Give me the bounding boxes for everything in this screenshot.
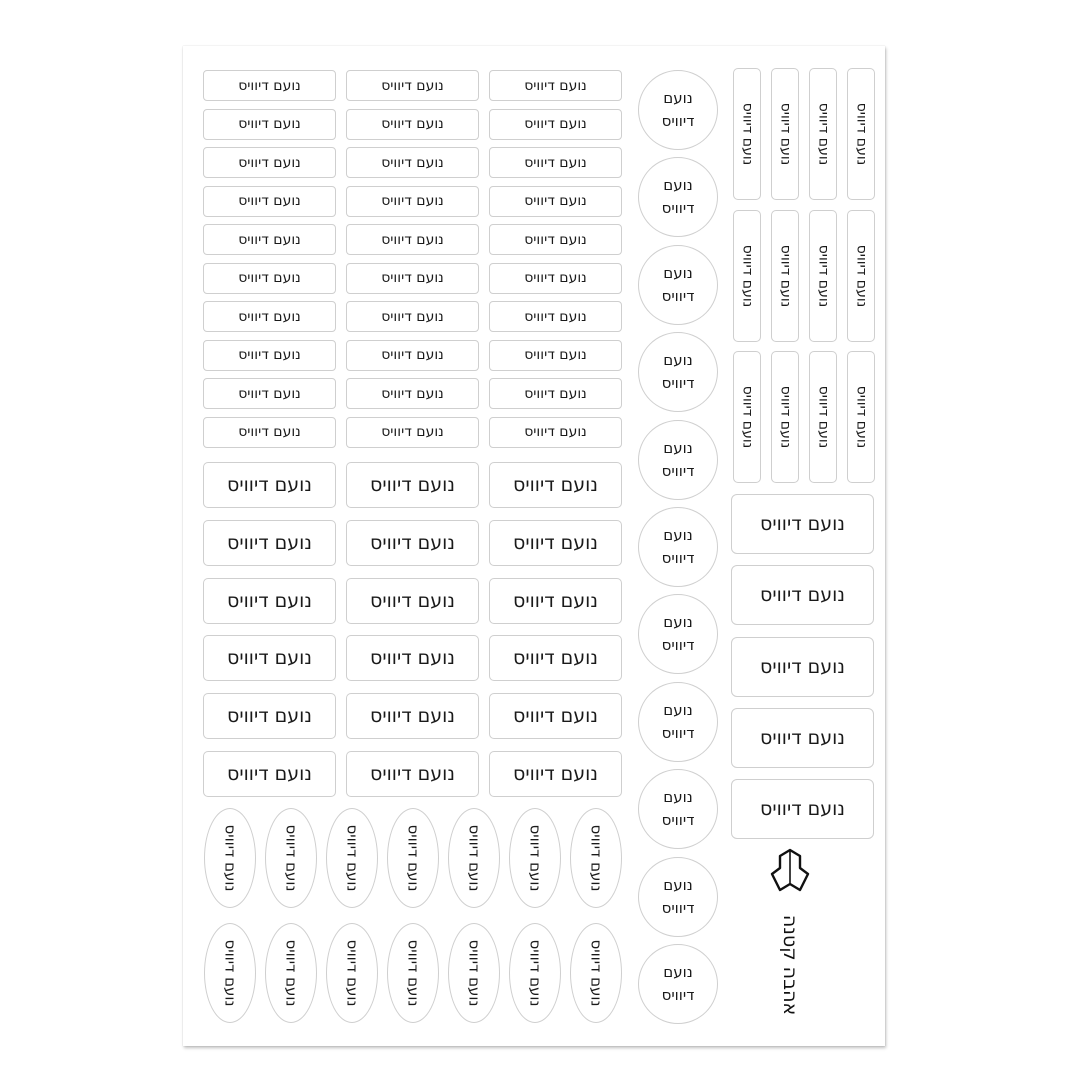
sticker-text: נועם — [663, 89, 693, 107]
sticker-text: נועם דיוויס — [238, 424, 301, 440]
small-rect-sticker — [489, 147, 622, 178]
medium-rect-sticker — [203, 578, 336, 624]
sticker-text: נועם דיוויס — [381, 385, 444, 402]
sticker-text: נועם דיוויס — [370, 705, 455, 728]
small-rect-sticker — [203, 147, 336, 178]
circle-sticker — [638, 594, 718, 674]
medium-rect-sticker — [489, 520, 622, 566]
sticker-text: נועם דיוויס — [381, 116, 444, 132]
sticker-text: נועם דיוויס — [524, 424, 587, 440]
vertical-rect-sticker — [847, 351, 875, 483]
sticker-text: נועם דיוויס — [221, 939, 240, 1007]
brand-logo — [760, 846, 820, 1022]
sticker-text: נועם דיוויס — [238, 193, 301, 209]
sticker-text: נועם דיוויס — [524, 77, 587, 94]
sticker-text: נועם דיוויס — [587, 939, 606, 1007]
sticker-text: נועם — [663, 963, 693, 981]
vertical-rect-sticker — [733, 210, 761, 342]
sticker-text: נועם דיוויס — [777, 385, 794, 449]
sticker-text: נועם דיוויס — [760, 726, 845, 749]
sticker-text: נועם — [663, 263, 693, 282]
vertical-rect-sticker — [847, 68, 875, 200]
medium-rect-sticker — [203, 693, 336, 739]
sticker-text: נועם דיוויס — [739, 244, 756, 308]
oval-sticker — [509, 808, 561, 908]
sticker-text: דיוויס — [661, 986, 695, 1004]
sticker-text: דיוויס — [661, 636, 695, 655]
medium-rect-sticker — [346, 462, 479, 508]
circle-sticker — [638, 857, 718, 937]
sticker-text: נועם דיוויס — [227, 647, 312, 670]
oval-sticker — [570, 923, 622, 1023]
sticker-text: נועם דיוויס — [513, 474, 598, 496]
circle-sticker — [638, 245, 718, 325]
small-rect-sticker — [346, 263, 479, 294]
vertical-rect-sticker — [847, 210, 875, 342]
sticker-text: דיוויס — [661, 199, 695, 218]
sticker-text: נועם דיוויס — [370, 531, 455, 554]
sticker-text: נועם דיוויס — [227, 589, 312, 612]
sticker-text: נועם דיוויס — [465, 824, 484, 892]
sticker-text: נועם דיוויס — [381, 308, 444, 325]
small-rect-sticker — [489, 109, 622, 140]
small-rect-sticker — [203, 70, 336, 101]
sticker-text: נועם דיוויס — [381, 231, 444, 248]
small-rect-sticker — [203, 263, 336, 294]
vertical-rect-sticker — [771, 68, 799, 200]
sticker-text: דיוויס — [661, 898, 695, 917]
sticker-text: נועם — [663, 700, 693, 719]
sticker-text: נועם דיוויס — [513, 531, 598, 554]
sticker-text: דיוויס — [661, 461, 695, 480]
medium-rect-sticker — [203, 635, 336, 681]
oval-sticker — [204, 808, 256, 908]
small-rect-sticker — [203, 301, 336, 332]
sticker-text: נועם דיוויס — [760, 798, 845, 821]
sticker-text: נועם — [663, 526, 693, 544]
small-rect-sticker — [203, 186, 336, 217]
sticker-text: נועם — [663, 176, 693, 195]
sticker-text: נועם — [663, 613, 693, 632]
medium-rect-sticker — [346, 578, 479, 624]
sticker-text: נועם דיוויס — [282, 939, 301, 1007]
small-rect-sticker — [489, 186, 622, 217]
sticker-text: נועם דיוויס — [238, 347, 301, 363]
medium-rect-sticker — [346, 693, 479, 739]
oval-sticker — [448, 923, 500, 1023]
oval-sticker — [265, 923, 317, 1023]
sticker-text: נועם דיוויס — [370, 474, 455, 496]
sticker-text: נועם דיוויס — [381, 193, 444, 209]
sticker-text: נועם דיוויס — [524, 270, 587, 286]
sticker-text: נועם דיוויס — [381, 424, 444, 440]
oval-sticker — [326, 923, 378, 1023]
sticker-text: נועם דיוויס — [760, 655, 845, 678]
sticker-text: נועם דיוויס — [381, 77, 444, 94]
sticker-text: נועם דיוויס — [238, 154, 301, 171]
small-rect-sticker — [489, 378, 622, 409]
sticker-text: נועם דיוויס — [760, 584, 845, 607]
circle-sticker — [638, 420, 718, 500]
oval-sticker — [509, 923, 561, 1023]
small-rect-sticker — [346, 340, 479, 371]
sticker-text: נועם דיוויס — [238, 231, 301, 248]
medium-rect-sticker — [346, 635, 479, 681]
sticker-text: נועם דיוויס — [370, 763, 455, 785]
sticker-text: נועם דיוויס — [343, 824, 362, 892]
circle-sticker — [638, 157, 718, 237]
small-rect-sticker — [489, 70, 622, 101]
sticker-text: נועם דיוויס — [526, 824, 545, 892]
circle-sticker — [638, 507, 718, 587]
sticker-text: נועם — [663, 788, 693, 807]
sticker-text: נועם דיוויס — [381, 347, 444, 363]
sticker-text: דיוויס — [661, 549, 695, 567]
oval-sticker — [204, 923, 256, 1023]
medium-rect-sticker — [346, 751, 479, 797]
medium-rect-sticker — [203, 520, 336, 566]
sticker-text: נועם דיוויס — [853, 244, 870, 308]
sticker-text: דיוויס — [661, 374, 695, 393]
sticker-text: נועם דיוויס — [524, 116, 587, 132]
sticker-text: נועם דיוויס — [524, 308, 587, 325]
sticker-text: נועם דיוויס — [587, 824, 606, 892]
vertical-rect-sticker — [809, 210, 837, 342]
medium-rect-sticker — [346, 520, 479, 566]
circle-sticker — [638, 70, 718, 150]
sticker-text: נועם דיוויס — [815, 102, 832, 166]
vertical-rect-sticker — [809, 351, 837, 483]
sticker-text: נועם דיוויס — [404, 939, 423, 1007]
sticker-text: נועם דיוויס — [381, 154, 444, 171]
sticker-text: נועם דיוויס — [815, 244, 832, 308]
small-rect-sticker — [346, 224, 479, 255]
sticker-text: דיוויס — [661, 723, 695, 742]
small-rect-sticker — [346, 186, 479, 217]
circle-sticker — [638, 944, 718, 1024]
sticker-text: נועם דיוויס — [777, 102, 794, 166]
oval-sticker — [570, 808, 622, 908]
large-rect-sticker — [731, 708, 874, 768]
vertical-rect-sticker — [733, 351, 761, 483]
small-rect-sticker — [489, 263, 622, 294]
sticker-text: נועם דיוויס — [513, 647, 598, 670]
small-rect-sticker — [346, 378, 479, 409]
large-rect-sticker — [731, 494, 874, 554]
medium-rect-sticker — [489, 635, 622, 681]
circle-sticker — [638, 769, 718, 849]
small-rect-sticker — [489, 417, 622, 448]
sticker-text: דיוויס — [661, 112, 695, 130]
sticker-text: נועם — [663, 438, 693, 457]
small-rect-sticker — [203, 340, 336, 371]
sticker-text: נועם דיוויס — [238, 77, 301, 94]
sticker-text: נועם דיוויס — [513, 705, 598, 728]
oval-sticker — [387, 923, 439, 1023]
oval-sticker — [448, 808, 500, 908]
sticker-text: נועם דיוויס — [343, 939, 362, 1007]
sticker-text: נועם דיוויס — [815, 385, 832, 449]
sticker-text: נועם דיוויס — [238, 385, 301, 402]
large-rect-sticker — [731, 565, 874, 625]
small-rect-sticker — [346, 417, 479, 448]
small-rect-sticker — [489, 301, 622, 332]
sticker-text: נועם דיוויס — [282, 824, 301, 892]
sticker-text: נועם דיוויס — [465, 939, 484, 1007]
small-rect-sticker — [203, 224, 336, 255]
medium-rect-sticker — [489, 751, 622, 797]
sticker-text: נועם דיוויס — [777, 244, 794, 308]
circle-sticker — [638, 332, 718, 412]
small-rect-sticker — [346, 109, 479, 140]
sticker-text: נועם — [663, 875, 693, 894]
small-rect-sticker — [346, 70, 479, 101]
small-rect-sticker — [346, 301, 479, 332]
medium-rect-sticker — [203, 751, 336, 797]
small-rect-sticker — [346, 147, 479, 178]
sticker-text: נועם דיוויס — [238, 308, 301, 325]
sticker-text: נועם דיוויס — [381, 270, 444, 286]
sticker-text: נועם דיוויס — [524, 154, 587, 171]
sticker-text: נועם דיוויס — [370, 589, 455, 612]
medium-rect-sticker — [489, 578, 622, 624]
small-rect-sticker — [489, 340, 622, 371]
sticker-text: דיוויס — [661, 811, 695, 830]
sticker-text: נועם דיוויס — [739, 385, 756, 449]
small-rect-sticker — [489, 224, 622, 255]
oval-sticker — [326, 808, 378, 908]
vertical-rect-sticker — [809, 68, 837, 200]
heart-box-icon — [770, 846, 810, 896]
sticker-text: נועם דיוויס — [227, 474, 312, 496]
sticker-text: דיוויס — [661, 286, 695, 305]
small-rect-sticker — [203, 378, 336, 409]
large-rect-sticker — [731, 779, 874, 839]
sticker-text: נועם דיוויס — [227, 763, 312, 785]
sticker-text: נועם דיוויס — [227, 531, 312, 554]
medium-rect-sticker — [489, 462, 622, 508]
circle-sticker — [638, 682, 718, 762]
sticker-text: נועם דיוויס — [221, 824, 240, 892]
sticker-text: נועם דיוויס — [370, 647, 455, 670]
sticker-text: נועם דיוויס — [524, 385, 587, 402]
sticker-text: נועם דיוויס — [524, 347, 587, 363]
sticker-text: נועם — [663, 351, 693, 370]
sticker-text: נועם דיוויס — [238, 116, 301, 132]
sticker-text: נועם דיוויס — [760, 513, 845, 535]
sticker-text: נועם דיוויס — [526, 939, 545, 1007]
vertical-rect-sticker — [771, 351, 799, 483]
medium-rect-sticker — [489, 693, 622, 739]
small-rect-sticker — [203, 109, 336, 140]
medium-rect-sticker — [203, 462, 336, 508]
sticker-text: נועם דיוויס — [853, 385, 870, 449]
large-rect-sticker — [731, 637, 874, 697]
vertical-rect-sticker — [771, 210, 799, 342]
oval-sticker — [265, 808, 317, 908]
sticker-text: נועם דיוויס — [524, 231, 587, 248]
brand-name: אהבה קטנה — [779, 914, 801, 1016]
sticker-text: נועם דיוויס — [513, 763, 598, 785]
sticker-text: נועם דיוויס — [227, 705, 312, 728]
oval-sticker — [387, 808, 439, 908]
small-rect-sticker — [203, 417, 336, 448]
sticker-text: נועם דיוויס — [238, 270, 301, 286]
sticker-text: נועם דיוויס — [513, 589, 598, 612]
sticker-text: נועם דיוויס — [853, 102, 870, 166]
sticker-text: נועם דיוויס — [524, 193, 587, 209]
sticker-text: נועם דיוויס — [404, 824, 423, 892]
vertical-rect-sticker — [733, 68, 761, 200]
sticker-text: נועם דיוויס — [739, 102, 756, 166]
